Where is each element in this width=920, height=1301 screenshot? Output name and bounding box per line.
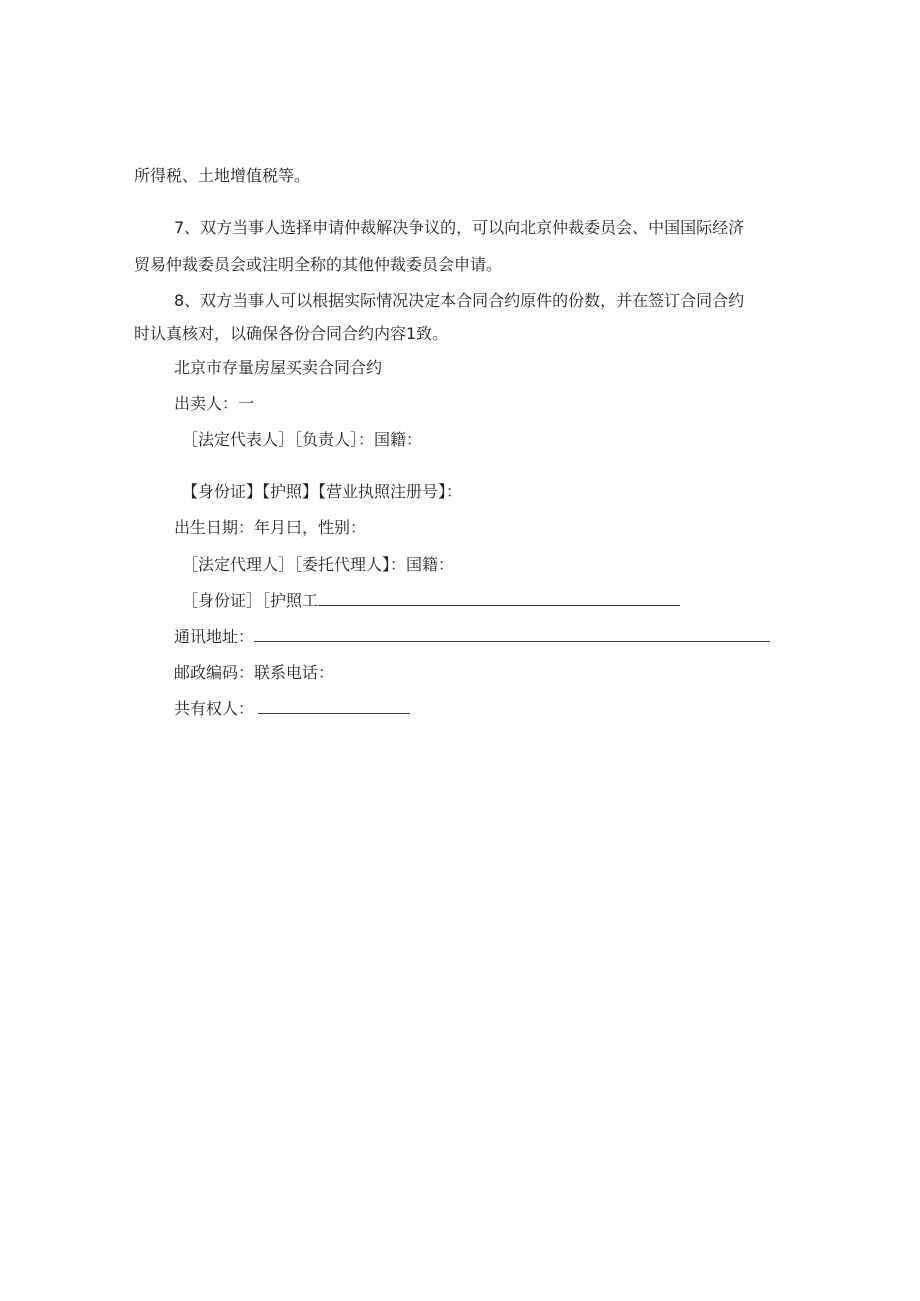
agent-id-label: ［身份证］［护照工 [182,591,319,610]
contract-title: 北京市存量房屋买卖合同合约 [174,358,383,377]
text-line-taxes: 所得税、土地增值税等。 [134,166,311,185]
co-owner-label: 共有权人： [174,699,255,718]
agent-field: ［法定代理人］［委托代理人】：国籍： [182,555,455,574]
legal-representative-field: ［法定代表人］［负责人］：国籍： [182,430,423,449]
address-label: 通讯地址： [174,627,255,646]
id-type-field: 【身份证】【护照】【营业执照注册号】： [182,482,463,501]
clause-7-line-2: 贸易仲裁委员会或注明全称的其他仲裁委员会申请。 [134,255,503,274]
seller-field: 出卖人：一 [174,394,255,413]
postal-phone-field: 邮政编码：联系电话： [174,663,335,682]
clause-7-line-1: 7、双方当事人选择申请仲裁解决争议的，可以向北京仲裁委员会、中国国际经济 [174,218,745,237]
agent-id-field [182,591,680,611]
co-owner-field [174,699,410,719]
clause-8-line-2: 时认真核对，以确保各份合同合约内容1致。 [134,324,449,343]
agent-id-blank-line [318,591,680,606]
co-owner-blank-line [258,699,410,714]
address-field [174,627,770,647]
address-blank-line [254,627,770,642]
clause-8-line-1: 8、双方当事人可以根据实际情况决定本合同合约原件的份数，并在签订合同合约 [174,291,745,310]
birth-gender-field: 出生日期：年月曰，性别： [174,518,367,537]
